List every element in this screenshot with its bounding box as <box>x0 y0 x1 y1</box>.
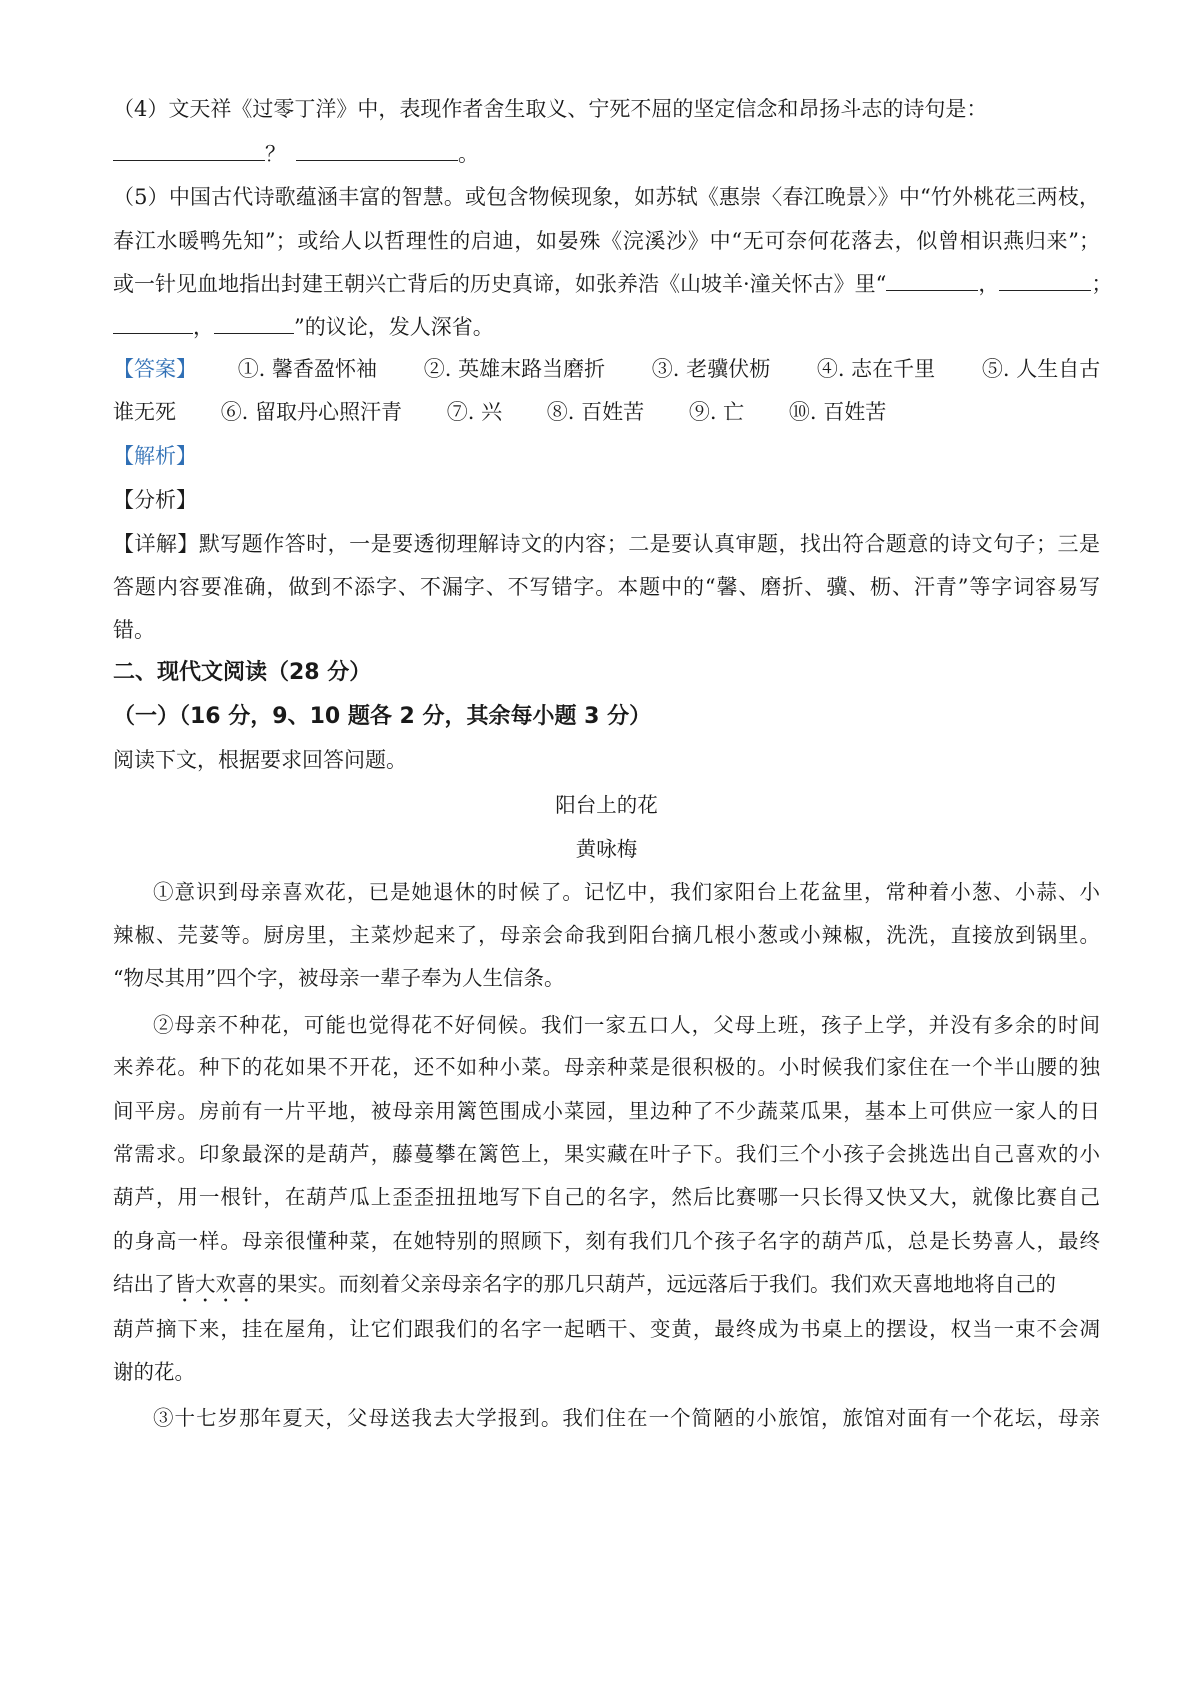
answer-item: ⑧. 百姓苦 <box>546 400 645 424</box>
passage-line: ①意识到母亲喜欢花，已是她退休的时候了。记忆中，我们家阳台上花盆里，常种着小葱、小蒜、小 <box>153 880 1100 904</box>
passage-line: ③十七岁那年夏天，父母送我去大学报到。我们住在一个简陋的小旅馆，旅馆对面有一个花坛，母亲 <box>153 1406 1100 1430</box>
passage-line: 葫芦摘下来，挂在屋角，让它们跟我们的名字一起晒干、变黄，最终成为书桌上的摆设，权当一束不会凋 <box>113 1317 1100 1341</box>
q4-period: 。 <box>458 142 479 166</box>
fenxi-label: 【分析】 <box>113 488 197 512</box>
answer-item: 谁无死 <box>113 400 176 424</box>
answer-line-1 <box>113 354 1100 384</box>
answer-item: ⑩. 百姓苦 <box>788 400 887 424</box>
passage-line-with-emphasis <box>113 1269 1100 1307</box>
q5-comma: ， <box>193 315 214 339</box>
detail-line-3: 错。 <box>113 618 155 642</box>
answer-blank[interactable] <box>886 268 978 291</box>
q5-line4-text: ”的议论，发人深省。 <box>294 315 494 339</box>
answer-item: ①. 馨香盈怀袖 <box>237 357 378 381</box>
answer-item: ⑦. 兴 <box>446 400 503 424</box>
passage-line: 葫芦，用一根针，在葫芦瓜上歪歪扭扭地写下自己的名字，然后比赛哪一只长得又快又大，就像比赛自己 <box>113 1185 1100 1209</box>
passage-text: 结出了 <box>113 1272 175 1296</box>
analysis-label: 【解析】 <box>113 444 197 468</box>
section-instruction: 阅读下文，根据要求回答问题。 <box>113 748 407 772</box>
answer-blank[interactable] <box>296 138 458 161</box>
answer-label: 【答案】 <box>113 357 197 381</box>
passage-line: 来养花。种下的花如果不开花，还不如种小菜。母亲种菜是很积极的。小时候我们家住在一个半山腰的独 <box>113 1055 1100 1079</box>
passage-line: 辣椒、芫荽等。厨房里，主菜炒起来了，母亲会命我到阳台摘几根小葱或小辣椒，洗洗，直接放到锅里。 <box>113 923 1100 947</box>
answer-item: ⑨. 亡 <box>688 400 745 424</box>
detail-line-1: 【详解】默写题作答时，一是要透彻理解诗文的内容；二是要认真审题，找出符合题意的诗文句子；三是 <box>113 532 1100 556</box>
passage-line: 常需求。印象最深的是葫芦，藤蔓攀在篱笆上，果实藏在叶子下。我们三个小孩子会挑选出自己喜欢的小 <box>113 1142 1100 1166</box>
q5-line-2: 春江水暖鸭先知”；或给人以哲理性的启迪，如晏殊《浣溪沙》中“无可奈何花落去，似曾相识燕归来”； <box>113 229 1100 253</box>
passage-line: “物尽其用”四个字，被母亲一辈子奉为人生信条。 <box>113 966 565 990</box>
section-subheading: （一）（16 分，9、10 题各 2 分，其余每小题 3 分） <box>113 704 652 729</box>
q5-line-3 <box>113 268 1113 299</box>
answer-item: ⑥. 留取丹心照汗青 <box>220 400 403 424</box>
detail-line-2: 答题内容要准确，做到不添字、不漏字、不写错字。本题中的“馨、磨折、骥、枥、汗青”等字词容易写 <box>113 575 1100 599</box>
answer-item: ②. 英雄末路当磨折 <box>423 357 606 381</box>
q4-question-mark: ？ <box>265 142 286 166</box>
answer-item: ④. 志在千里 <box>816 357 936 381</box>
answer-item: ⑤. 人生自古 <box>981 357 1101 381</box>
answer-line-2 <box>113 397 1100 427</box>
passage-author: 黄咏梅 <box>575 837 638 861</box>
q5-line3-text: 或一针见血地指出封建王朝兴亡背后的历史真谛，如张养浩《山坡羊·潼关怀古》里“ <box>113 272 887 296</box>
passage-line: ②母亲不种花，可能也觉得花不好伺候。我们一家五口人，父母上班，孩子上学，并没有多余的时间 <box>153 1013 1100 1037</box>
answer-item: ③. 老骥伏枥 <box>651 357 771 381</box>
q5-line-4 <box>113 311 1100 342</box>
passage-title: 阳台上的花 <box>555 793 658 817</box>
emphasized-phrase: 皆大欢喜 <box>174 1272 257 1296</box>
q5-comma: ， <box>978 272 1000 296</box>
passage-line: 的身高一样。母亲很懂种菜，在她特别的照顾下，刻有我们几个孩子名字的葫芦瓜，总是长势喜人，最终 <box>113 1229 1100 1253</box>
q4-blanks-line <box>113 138 1100 169</box>
answer-blank[interactable] <box>113 138 265 161</box>
passage-line: 间平房。房前有一片平地，被母亲用篱笆围成小菜园，里边种了不少蔬菜瓜果，基本上可供应一家人的日 <box>113 1099 1100 1123</box>
answer-blank[interactable] <box>999 268 1091 291</box>
q5-semicolon: ； <box>1091 272 1113 296</box>
answer-blank[interactable] <box>214 311 294 334</box>
answer-blank[interactable] <box>113 311 193 334</box>
q5-line-1: （5）中国古代诗歌蕴涵丰富的智慧。或包含物候现象，如苏轼《惠崇〈春江晚景〉》中“竹外桃花三两枝， <box>113 185 1100 209</box>
q4-prompt: （4）文天祥《过零丁洋》中，表现作者舍生取义、宁死不屈的坚定信念和昂扬斗志的诗句是： <box>113 97 988 121</box>
passage-line: 谢的花。 <box>113 1360 195 1384</box>
passage-text: 的果实。而刻着父亲母亲名字的那几只葫芦，远远落后于我们。我们欢天喜地地将自己的 <box>256 1272 1056 1296</box>
section-heading: 二、现代文阅读（28 分） <box>113 660 372 685</box>
